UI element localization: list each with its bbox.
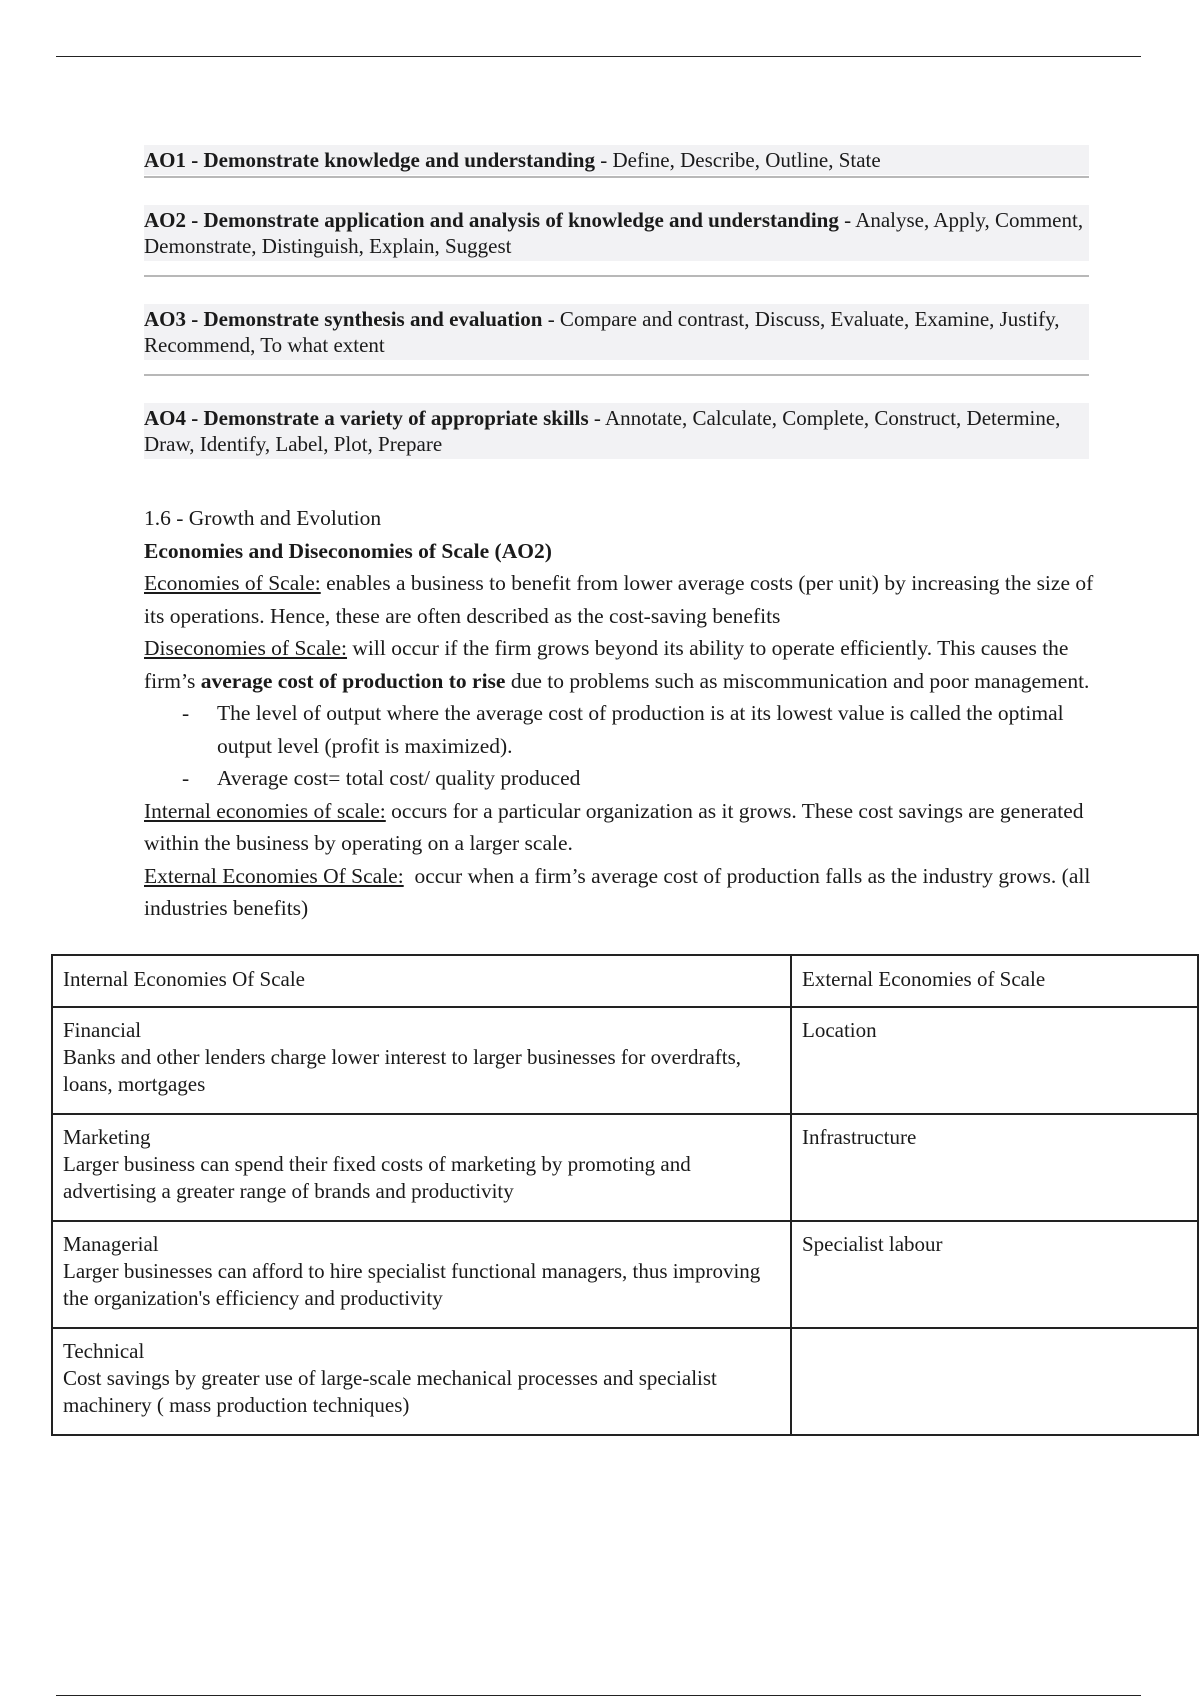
section-heading: Economies and Diseconomies of Scale (AO2): [144, 538, 552, 563]
eos-term: Economies of Scale:: [144, 571, 321, 595]
ao1-title: AO1 - Demonstrate knowledge and understanding: [144, 148, 595, 172]
row-title: Managerial: [63, 1232, 159, 1256]
ao2-block: [144, 205, 1089, 261]
top-divider: [56, 56, 1141, 57]
header-internal: Internal Economies Of Scale: [52, 955, 791, 1007]
diseconomies-paragraph: Diseconomies of Scale: will occur if the firm grows beyond its ability to operate efficiently. This causes the firm’s average cost of production to rise due to problems such as miscommunication and poor management.: [144, 636, 1090, 693]
row-description: Larger business can spend their fixed costs of marketing by promoting and advertising a greater range of brands and productivity: [63, 1152, 691, 1203]
internal-term: Internal economies of scale:: [144, 798, 386, 823]
table-header-row: [52, 955, 1198, 1007]
ao3-title: AO3 - Demonstrate synthesis and evaluation: [144, 307, 543, 331]
row-external: [791, 1328, 1198, 1435]
table-row: [52, 1114, 1198, 1221]
economies-table: [51, 954, 1199, 1436]
table-row: [52, 1007, 1198, 1114]
row-description: Cost savings by greater use of large-scale mechanical processes and specialist machinery ( mass production techniques): [63, 1366, 717, 1417]
ao2-verbs: - Analyse, Apply, Comment, Demonstrate, Distinguish, Explain, Suggest: [144, 208, 1084, 258]
ao4-block: [144, 403, 1089, 459]
ao2-title: AO2 - Demonstrate application and analysis of knowledge and understanding: [144, 208, 839, 232]
ao3-divider: [144, 374, 1089, 376]
row-description: Larger businesses can afford to hire specialist functional managers, thus improving the organization's efficiency and productivity: [63, 1259, 761, 1310]
bottom-divider: [56, 1695, 1141, 1696]
external-term: External Economies Of Scale:: [144, 863, 404, 888]
row-description: Banks and other lenders charge lower interest to larger businesses for overdrafts, loans, mortgages: [63, 1045, 742, 1096]
table-row: [52, 1328, 1198, 1435]
row-title: Marketing: [63, 1125, 151, 1149]
row-external: Infrastructure: [791, 1114, 1198, 1221]
dos-emphasis: average cost of production to rise: [200, 668, 506, 693]
section-body: [144, 502, 1099, 925]
row-external: Specialist labour: [791, 1221, 1198, 1328]
ao3-block: [144, 304, 1089, 360]
row-external: Location: [791, 1007, 1198, 1114]
internal-eos-paragraph: Internal economies of scale: occurs for a particular organization as it grows. These cost savings are generated within the business by operating on a larger scale.: [144, 798, 1084, 855]
section-title: 1.6 - Growth and Evolution: [144, 506, 382, 530]
bullet-item: - The level of output where the average cost of production is at its lowest value is called the optimal output level (profit is maximized).: [182, 701, 1064, 758]
ao4-title: AO4 - Demonstrate a variety of appropriate skills: [144, 406, 589, 430]
ao4-verbs: - Annotate, Calculate, Complete, Construct, Determine, Draw, Identify, Label, Plot, Prepare: [144, 406, 1061, 456]
ao1-verbs: - Define, Describe, Outline, State: [594, 148, 881, 172]
external-eos-paragraph: External Economies Of Scale: occur when a firm’s average cost of production falls as the industry grows. (all industries benefits): [144, 863, 1096, 920]
bullet-item: - Average cost= total cost/ quality produced: [182, 766, 581, 790]
eos-definition: enables a business to benefit from lower average costs (per unit) by increasing the size of its operations. Hence, these are often described as the cost-saving benefits: [144, 571, 1094, 628]
row-title: Technical: [63, 1339, 145, 1363]
header-external: External Economies of Scale: [791, 955, 1198, 1007]
ao3-verbs: - Compare and contrast, Discuss, Evaluate, Examine, Justify, Recommend, To what extent: [144, 307, 1060, 357]
table-row: [52, 1221, 1198, 1328]
dos-term: Diseconomies of Scale:: [144, 636, 348, 660]
economies-of-scale-paragraph: [144, 567, 1099, 632]
ao2-divider: [144, 275, 1089, 277]
row-title: Financial: [63, 1018, 142, 1042]
ao1-block: [144, 145, 1089, 175]
ao1-divider: [144, 176, 1089, 178]
